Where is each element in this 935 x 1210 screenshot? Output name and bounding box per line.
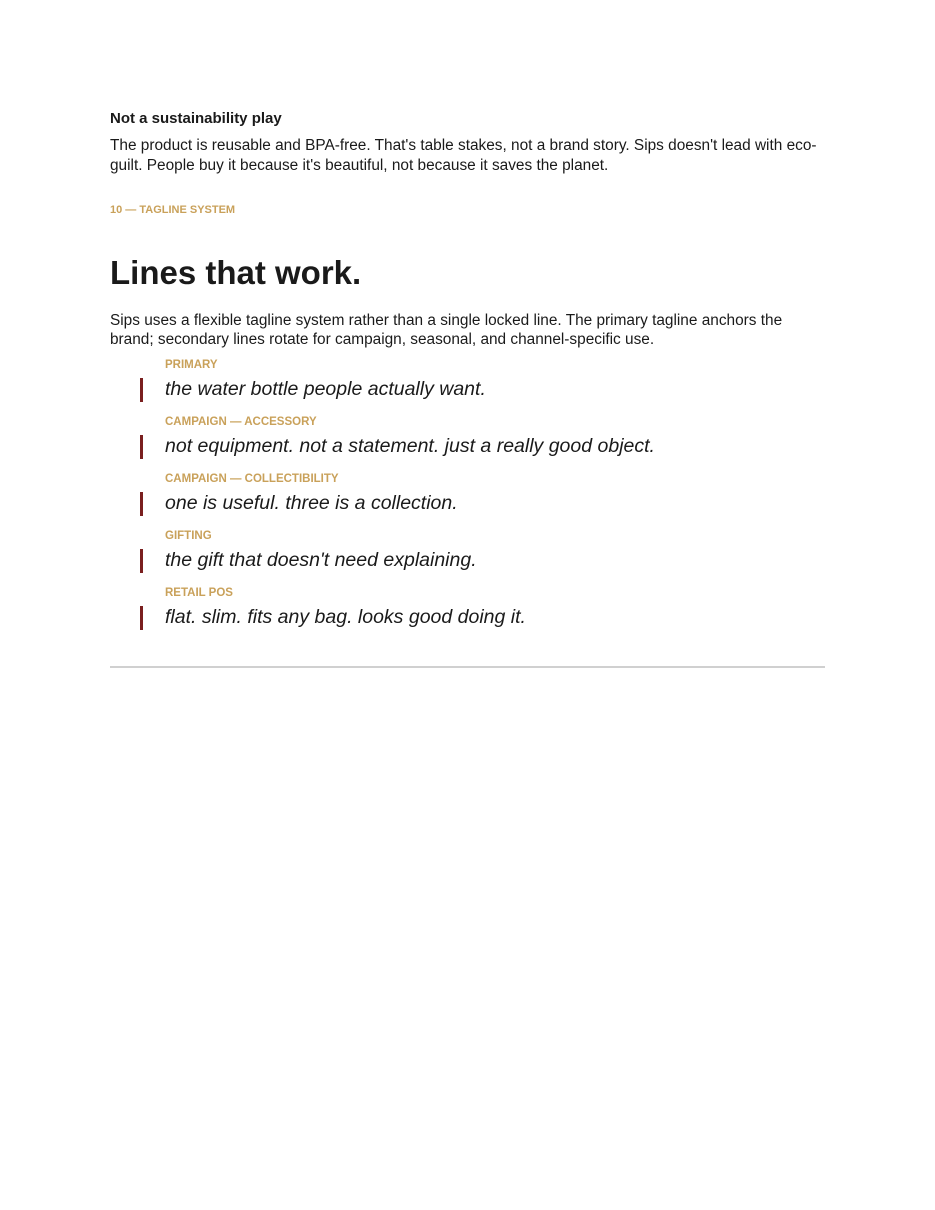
tagline-accent-bar [140,549,143,573]
tagline-text: not equipment. not a statement. just a really good object. [165,435,655,457]
tagline-accent-bar [140,378,143,402]
tagline-label: CAMPAIGN — ACCESSORY [165,416,317,428]
tagline-item-retail-pos [110,586,825,643]
tagline-item-gifting [110,529,825,586]
tagline-label: CAMPAIGN — COLLECTIBILITY [165,473,339,485]
section-body: Sips uses a flexible tagline system rather than a single locked line. The primary tagline anchors the brand; secondary lines rotate for campaign, seasonal, and channel-specific use. [110,312,783,348]
tagline-accent-bar [140,435,143,459]
tagline-text: the water bottle people actually want. [165,378,486,400]
section-divider [110,666,825,668]
tagline-label: RETAIL POS [165,587,233,599]
tagline-list [110,358,825,643]
tagline-label: PRIMARY [165,359,218,371]
intro-body: The product is reusable and BPA-free. That's table stakes, not a brand story. Sips doesn't lead with eco-guilt. People buy it because it's beautiful, not because it saves the planet. [110,137,817,174]
tagline-text: one is useful. three is a collection. [165,492,458,514]
tagline-item-campaign-collectibility [110,472,825,529]
tagline-accent-bar [140,492,143,516]
tagline-text: the gift that doesn't need explaining. [165,549,477,571]
section-label: 10 — TAGLINE SYSTEM [110,204,236,216]
tagline-accent-bar [140,606,143,630]
tagline-item-primary [110,358,825,415]
intro-heading: Not a sustainability play [110,110,282,127]
tagline-item-campaign-accessory [110,415,825,472]
tagline-label: GIFTING [165,530,212,542]
tagline-text: flat. slim. fits any bag. looks good doing it. [165,606,526,628]
section-title: Lines that work. [110,254,362,291]
